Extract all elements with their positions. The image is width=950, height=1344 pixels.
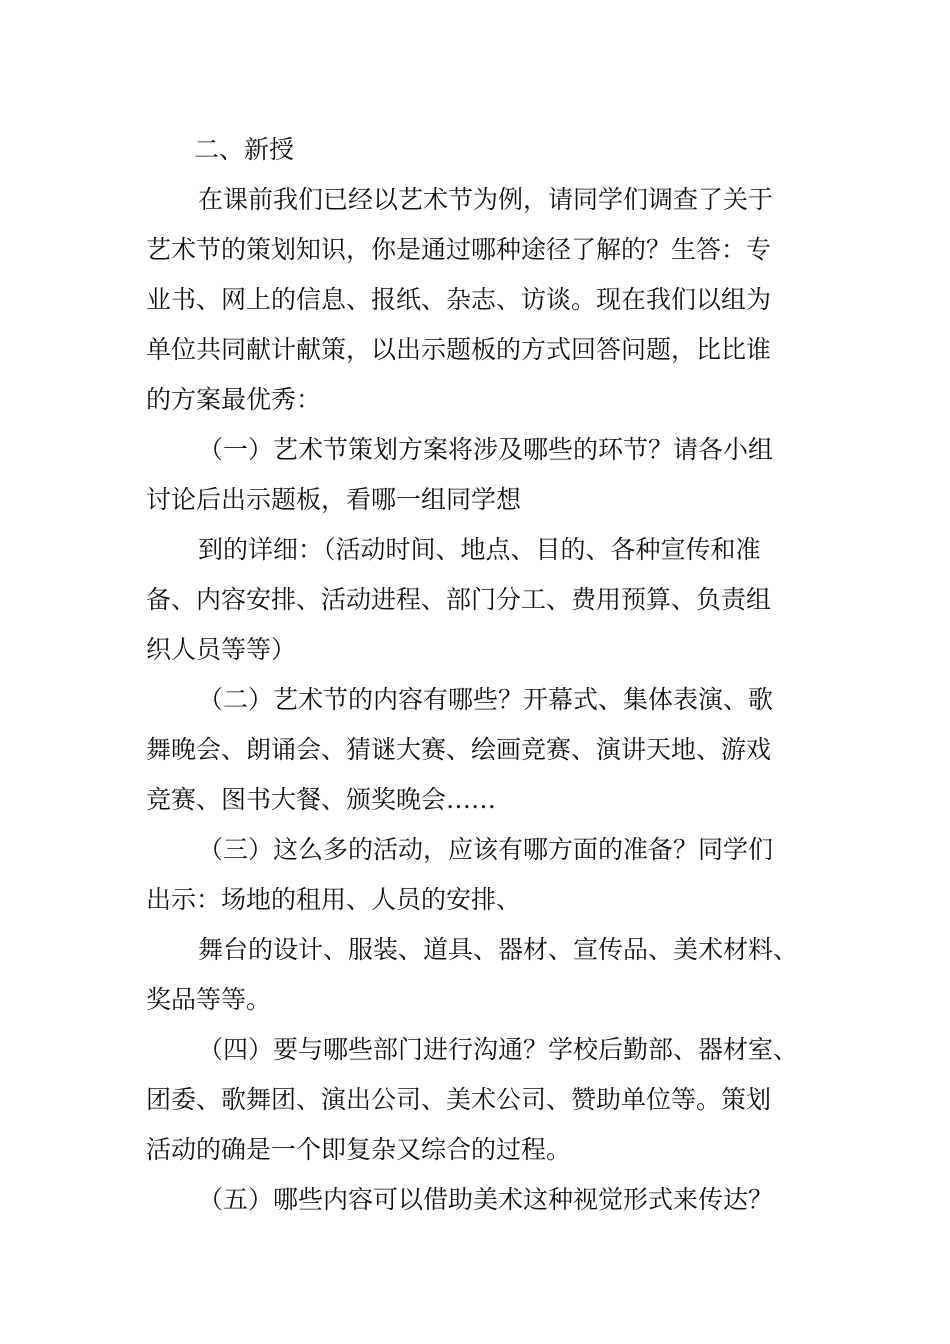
paragraph-line: 舞晚会、朗诵会、猜谜大赛、绘画竞赛、演讲天地、游戏 xyxy=(146,735,772,764)
paragraph-line: 织人员等等） xyxy=(146,635,297,664)
section-heading: 二、新授 xyxy=(194,135,295,164)
paragraph-line: 单位共同献计献策，以出示题板的方式回答问题，比比谁 xyxy=(146,335,772,364)
paragraph-line: 在课前我们已经以艺术节为例，请同学们调查了关于 xyxy=(198,185,774,214)
paragraph-line: 业书、网上的信息、报纸、杂志、访谈。现在我们以组为 xyxy=(146,285,772,314)
paragraph-line: 的方案最优秀： xyxy=(146,385,322,414)
paragraph-line: 竞赛、图书大餐、颁奖晚会…… xyxy=(146,785,497,814)
paragraph-line: 出示：场地的租用、人员的安排、 xyxy=(146,885,522,914)
paragraph-line: 到的详细：（活动时间、地点、目的、各种宣传和准 xyxy=(198,535,761,564)
paragraph-line: 活动的确是一个即复杂又综合的过程。 xyxy=(146,1135,572,1164)
paragraph-line: 奖品等等。 xyxy=(146,985,272,1014)
paragraph-line: （三）这么多的活动，应该有哪方面的准备？同学们 xyxy=(198,835,774,864)
paragraph-line: 艺术节的策划知识，你是通过哪种途径了解的？生答：专 xyxy=(146,235,772,264)
paragraph-line: 备、内容安排、活动进程、部门分工、费用预算、负责组 xyxy=(146,585,772,614)
paragraph-line: （二）艺术节的内容有哪些？开幕式、集体表演、歌 xyxy=(198,685,774,714)
paragraph-line: 舞台的设计、服装、道具、器材、宣传品、美术材料、 xyxy=(198,935,799,964)
paragraph-line: （四）要与哪些部门进行沟通？学校后勤部、器材室、 xyxy=(198,1035,799,1064)
paragraph-line: 团委、歌舞团、演出公司、美术公司、赞助单位等。策划 xyxy=(146,1085,772,1114)
paragraph-line: （五）哪些内容可以借助美术这种视觉形式来传达？ xyxy=(198,1185,774,1214)
paragraph-line: 讨论后出示题板，看哪一组同学想 xyxy=(146,485,522,514)
paragraph-line: （一）艺术节策划方案将涉及哪些的环节？请各小组 xyxy=(198,435,774,464)
